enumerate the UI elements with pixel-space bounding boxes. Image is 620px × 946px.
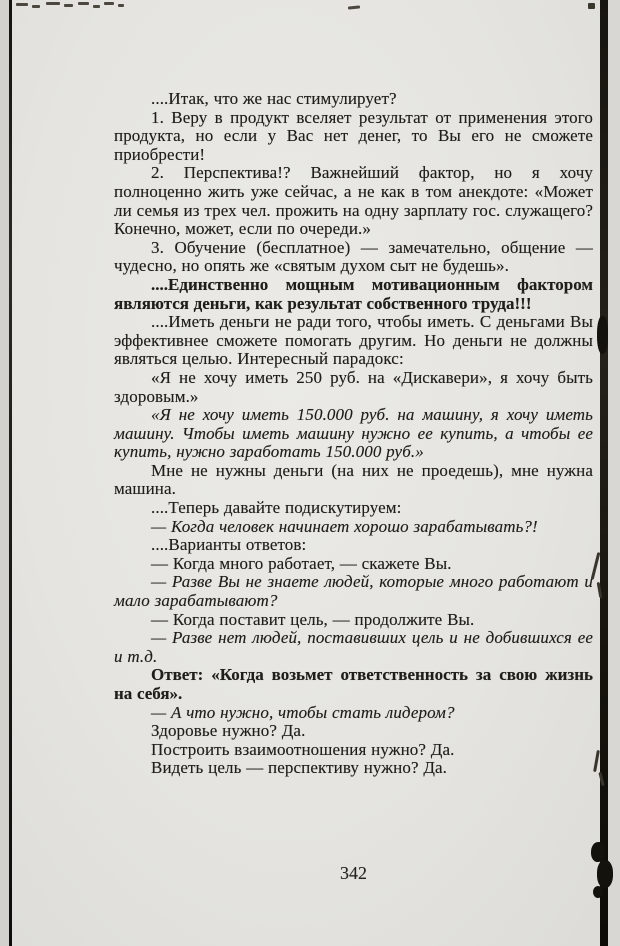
scan-ink-blob — [593, 886, 603, 898]
paragraph-2: 1. Веру в продукт вселяет результат от применения этого продукта, но если у Вас нет денег, то Вы его не сможете приобрести! — [114, 107, 593, 164]
scan-left-margin-shade — [0, 0, 9, 946]
scan-ink-blob — [597, 316, 608, 354]
page-text — [114, 90, 593, 778]
scan-right-edge-band — [600, 0, 608, 946]
scan-noise-speck — [348, 5, 360, 9]
scan-right-margin-strip — [608, 0, 620, 946]
scan-ink-blob — [591, 842, 605, 862]
paragraph-11: — Когда человек начинает хорошо зарабатывать?! — [151, 516, 538, 536]
paragraph-3: 2. Перспектива!? Важнейший фактор, но я хочу полноценно жить уже сейчас, а не как в том анекдоте: «Может ли семья из трех чел. прожить на одну зарплату гос. служащего? Конечно, может, если по очереди.» — [114, 163, 593, 239]
scan-ink-blob — [597, 860, 613, 888]
scan-noise-speck — [46, 2, 60, 5]
paragraph-14: — Разве Вы не знаете людей, которые много работают и мало зарабатывают? — [114, 572, 593, 611]
scan-noise-speck — [32, 5, 40, 8]
paragraph-18: — А что нужно, чтобы стать лидером? — [151, 702, 455, 722]
scan-noise-speck — [16, 3, 28, 6]
paragraph-17: Ответ: «Когда возьмет ответственность за свою жизнь на себя». — [114, 665, 593, 703]
page-number: 342 — [340, 863, 367, 883]
paragraph-7: «Я не хочу иметь 250 руб. на «Дискавери», я хочу быть здоровым.» — [114, 367, 593, 406]
paragraph-5: ....Единственно мощным мотивационным фактором являются деньги, как результат собственного труда!!! — [114, 274, 593, 313]
scan-noise-speck — [104, 2, 114, 5]
scan-noise-speck — [78, 2, 89, 5]
scan-noise-speck — [588, 3, 595, 9]
paragraph-16: — Разве нет людей, поставивших цель и не добившихся ее и т.д. — [114, 628, 593, 666]
scan-noise-speck — [64, 4, 73, 7]
paragraph-8: «Я не хочу иметь 150.000 руб. на машину, я хочу иметь машину. Чтобы иметь машину нужно ее купить, а чтобы ее купить, нужно заработать 150.000 руб.» — [114, 405, 593, 462]
paragraph-15: — Когда поставит цель, — продолжите Вы. — [151, 609, 475, 629]
scan-noise-speck — [93, 5, 100, 8]
paragraph-6: ....Иметь деньги не ради того, чтобы иметь. С деньгами Вы эффективнее сможете помогать другим. Но деньги не должны являться целью. Интересный парадокс: — [114, 312, 593, 369]
paragraph-4: 3. Обучение (бесплатное) — замечательно, общение — чудесно, но опять же «святым духом сыт не будешь». — [114, 237, 593, 276]
scan-noise-speck — [118, 4, 124, 7]
paragraph-19: Здоровье нужно? Да. — [151, 721, 306, 741]
paragraph-10: ....Теперь давайте подискутируем: — [151, 498, 402, 518]
scan-margin-mark — [593, 750, 600, 772]
paragraph-1: ....Итак, что же нас стимулирует? — [151, 89, 397, 108]
paragraph-12: ....Варианты ответов: — [151, 535, 307, 555]
paragraph-13: — Когда много работает, — скажете Вы. — [151, 553, 452, 573]
scan-left-edge-line — [9, 0, 12, 946]
paragraph-9: Мне не нужны деньги (на них не проедешь), мне нужна машина. — [114, 460, 593, 499]
paragraph-20: Построить взаимоотношения нужно? Да. — [151, 739, 455, 759]
paragraph-21: Видеть цель — перспективу нужно? Да. — [151, 758, 448, 778]
